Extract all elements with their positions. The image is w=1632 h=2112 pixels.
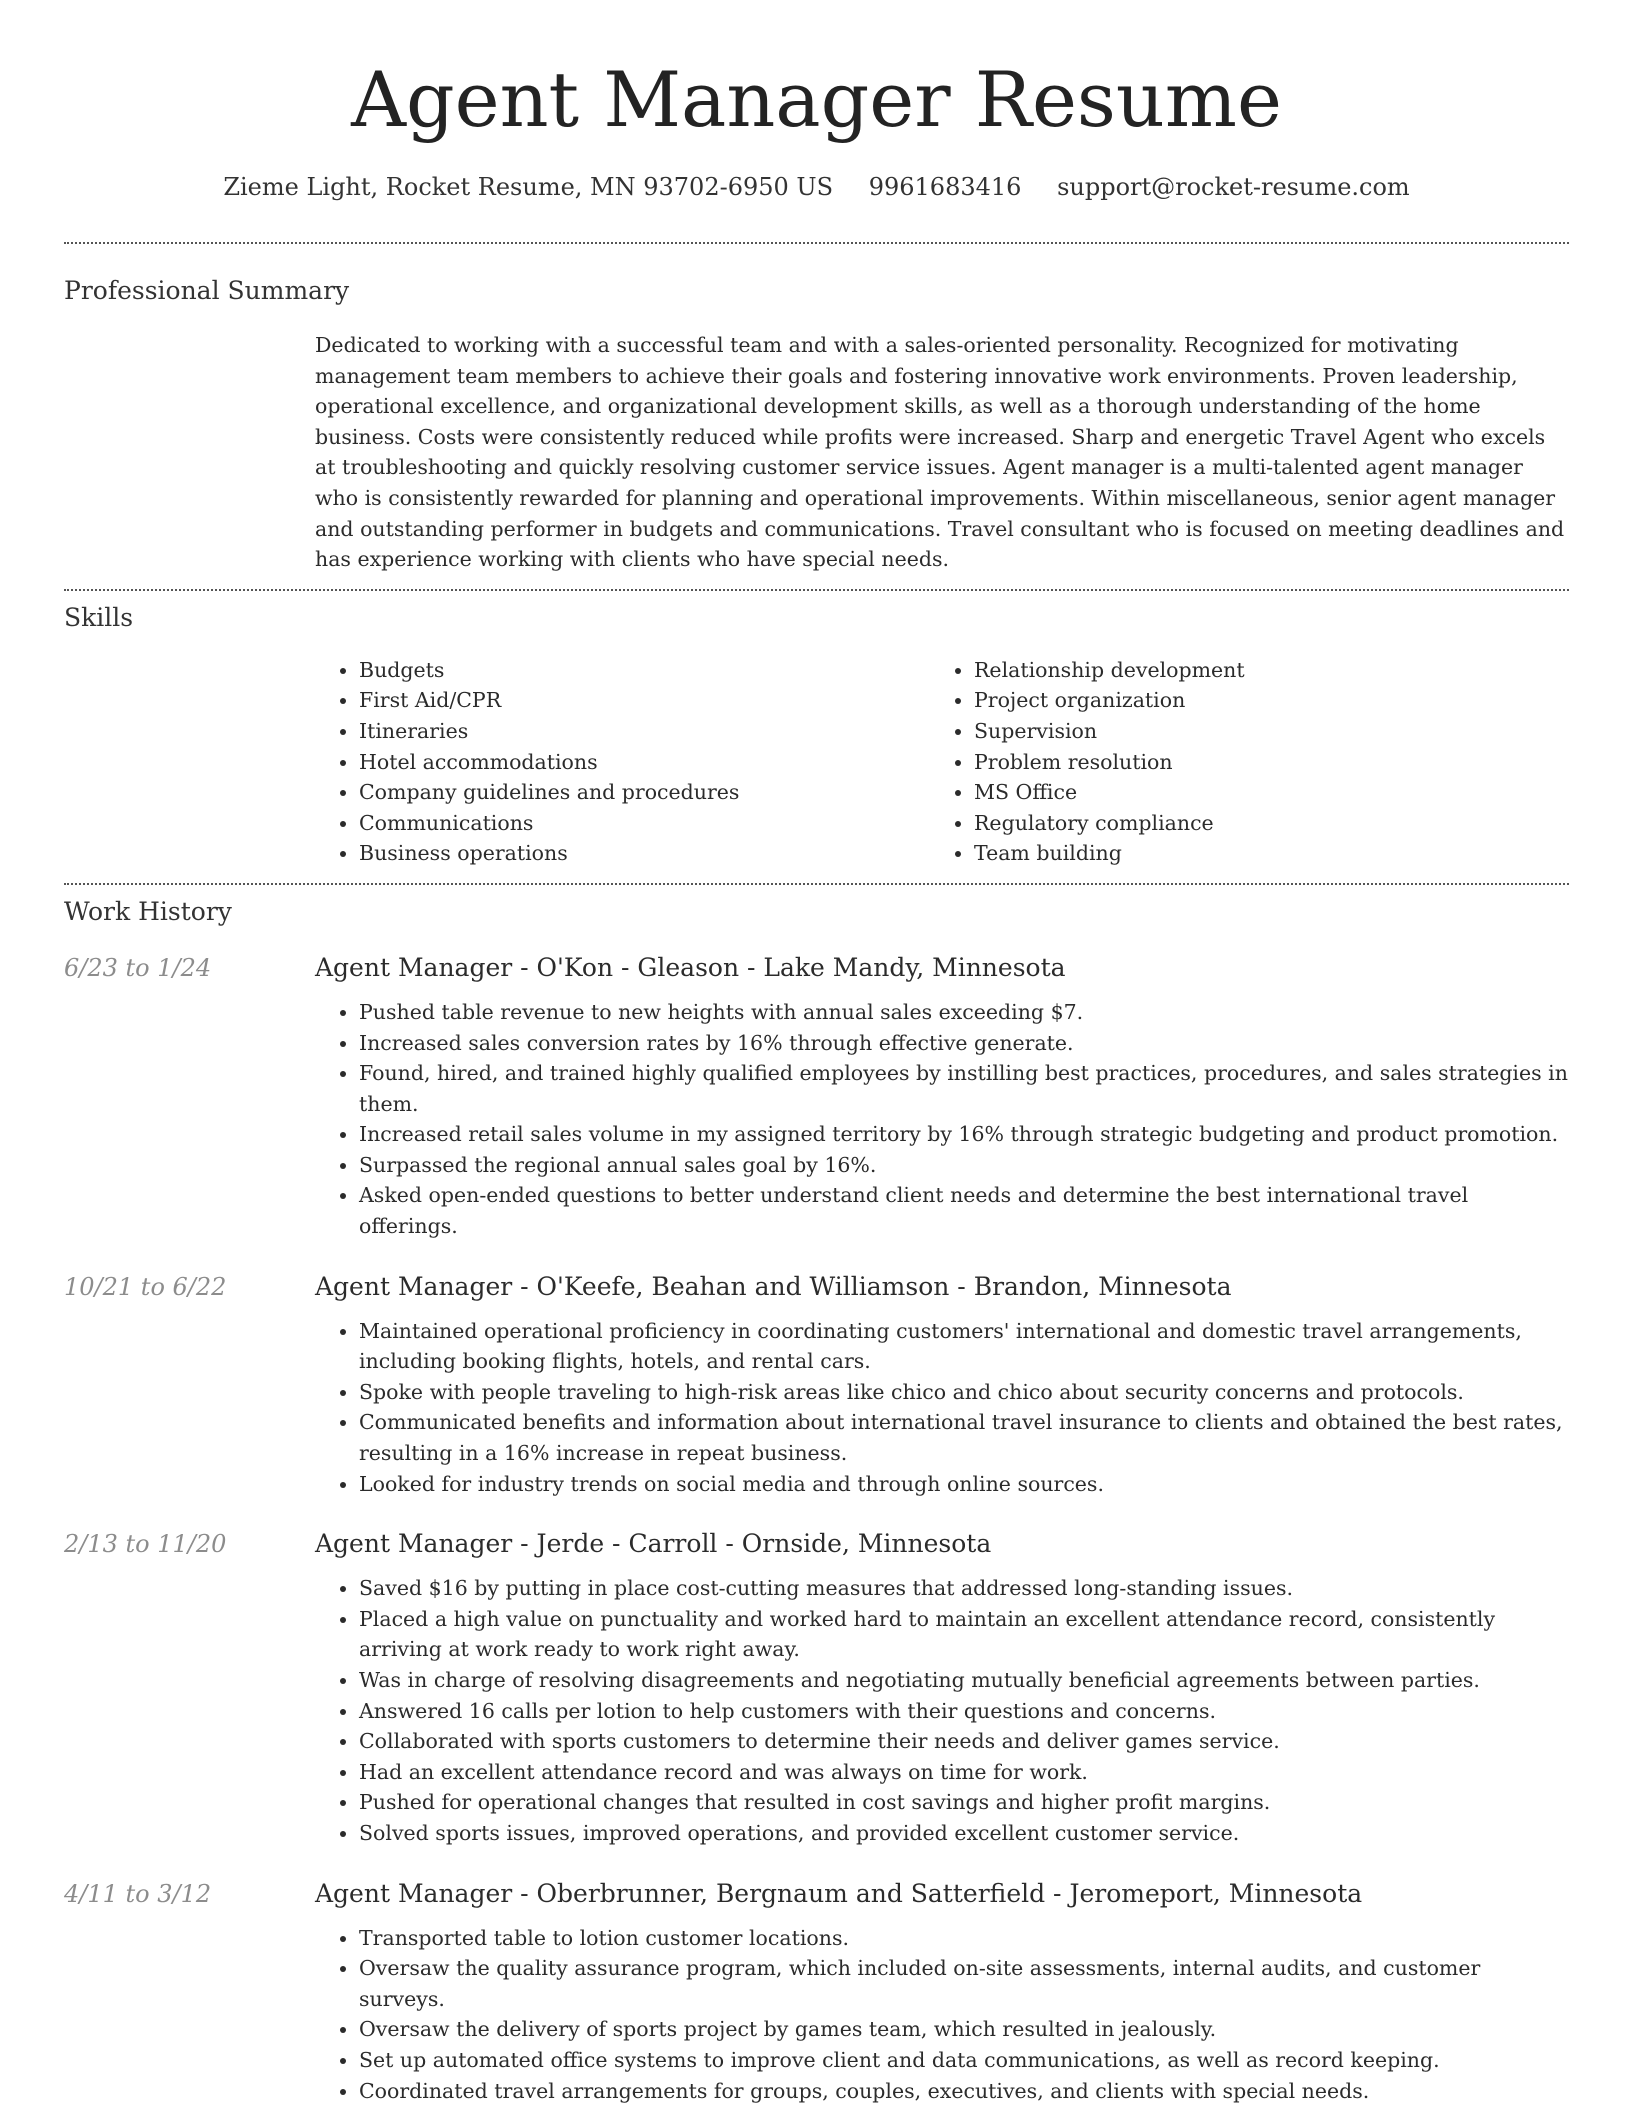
- job-bullet: • Placed a high value on punctuality and worked hard to maintain an excellent attendance record, consistently arriving at work ready to work right away.: [359, 1604, 1569, 1665]
- resume-title: Agent Manager Resume: [351, 55, 1282, 144]
- job-bullet: • Communicated benefits and information about international travel insurance to clients and obtained the best rates, resulting in a 16% increase in repeat business.: [359, 1407, 1569, 1468]
- job-bullet: • Maintained operational proficiency in coordinating customers' international and domestic travel arrangements, including booking flights, hotels, and rental cars.: [359, 1316, 1569, 1377]
- summary-body: [315, 330, 1569, 575]
- skill-item: • Budgets: [359, 655, 930, 686]
- job-bullet: • Asked open-ended questions to better understand client needs and determine the best international travel offerings.: [359, 1180, 1569, 1241]
- job-bullet: • Answered 16 calls per lotion to help customers with their questions and concerns.: [359, 1696, 1569, 1727]
- job-title: Agent Manager - O'Kon - Gleason - Lake Mandy, Minnesota: [315, 952, 1066, 982]
- job-entry: [64, 951, 1569, 1242]
- job-bullet: • Collaborated with sports customers to determine their needs and deliver games service.: [359, 1726, 1569, 1757]
- job-bullet: • Looked for industry trends on social media and through online sources.: [359, 1469, 1569, 1500]
- contact-phone: 9961683416: [868, 173, 1022, 201]
- skill-item: • Business operations: [359, 838, 930, 869]
- job-bullet: • Oversaw the delivery of sports project by games team, which resulted in jealously.: [359, 2014, 1569, 2045]
- job-entry: [64, 1877, 1569, 2107]
- job-entry: [64, 1270, 1569, 1500]
- job-bullet: • Pushed for operational changes that resulted in cost savings and higher profit margins.: [359, 1787, 1569, 1818]
- job-dates: 10/21 to 6/22: [64, 1272, 227, 1301]
- job-bullets: [315, 1316, 1569, 1500]
- job-bullet: • Found, hired, and trained highly qualified employees by instilling best practices, procedures, and sales strategies in them.: [359, 1058, 1569, 1119]
- skill-item: • Supervision: [974, 716, 1545, 747]
- job-bullet: • Transported table to lotion customer locations.: [359, 1923, 1569, 1954]
- job-dates: 6/23 to 1/24: [64, 953, 212, 982]
- skill-item: • Project organization: [974, 685, 1545, 716]
- summary-heading: Professional Summary: [64, 276, 350, 305]
- job-title: Agent Manager - O'Keefe, Beahan and Williamson - Brandon, Minnesota: [315, 1271, 1232, 1301]
- job-bullet: • Solved sports issues, improved operations, and provided excellent customer service.: [359, 1818, 1569, 1849]
- job-bullets: [315, 1573, 1569, 1848]
- job-bullet: • Increased retail sales volume in my assigned territory by 16% through strategic budgeting and product promotion.: [359, 1119, 1569, 1150]
- resume-page: [64, 0, 1569, 2106]
- skill-item: • Relationship development: [974, 655, 1545, 686]
- summary-section: [64, 274, 1569, 575]
- work-section: [64, 895, 1569, 2106]
- job-bullet: • Pushed table revenue to new heights with annual sales exceeding $7.: [359, 997, 1569, 1028]
- job-entry: [64, 1527, 1569, 1848]
- contact-email: support@rocket-resume.com: [1057, 173, 1410, 201]
- divider: [64, 883, 1569, 885]
- divider: [64, 242, 1569, 244]
- skill-item: • Hotel accommodations: [359, 747, 930, 778]
- job-bullets: [315, 1923, 1569, 2107]
- skills-list-right: [930, 655, 1545, 869]
- skill-item: • First Aid/CPR: [359, 685, 930, 716]
- job-bullet: • Had an excellent attendance record and was always on time for work.: [359, 1757, 1569, 1788]
- skill-item: • MS Office: [974, 777, 1545, 808]
- skill-item: • Regulatory compliance: [974, 808, 1545, 839]
- job-bullet: • Oversaw the quality assurance program, which included on-site assessments, internal audits, and customer surveys.: [359, 1953, 1569, 2014]
- contact-address: Zieme Light, Rocket Resume, MN 93702-6950 US: [223, 173, 834, 201]
- skills-section: [64, 601, 1569, 869]
- job-bullet: • Was in charge of resolving disagreements and negotiating mutually beneficial agreements between parties.: [359, 1665, 1569, 1696]
- job-title: Agent Manager - Oberbrunner, Bergnaum and Satterfield - Jeromeport, Minnesota: [315, 1878, 1363, 1908]
- skill-item: • Team building: [974, 838, 1545, 869]
- divider: [64, 589, 1569, 591]
- skill-item: • Itineraries: [359, 716, 930, 747]
- job-title: Agent Manager - Jerde - Carroll - Ornside, Minnesota: [315, 1529, 992, 1559]
- contact-line: [64, 170, 1569, 204]
- skill-item: • Problem resolution: [974, 747, 1545, 778]
- work-heading: Work History: [64, 896, 232, 926]
- job-bullet: • Coordinated travel arrangements for groups, couples, executives, and clients with special needs.: [359, 2076, 1569, 2107]
- work-history-list: [64, 951, 1569, 2106]
- job-bullet: • Set up automated office systems to improve client and data communications, as well as record keeping.: [359, 2045, 1569, 2076]
- job-dates: 4/11 to 3/12: [64, 1879, 212, 1908]
- job-bullet: • Increased sales conversion rates by 16% through effective generate.: [359, 1028, 1569, 1059]
- job-bullets: [315, 997, 1569, 1242]
- summary-text: Dedicated to working with a successful team and with a sales-oriented personality. Recognized for motivating management team members to achieve their goals and fostering innovative work environments. Proven leadership, operational excellence, and organizational development skills, as well as a thorough understanding of the home business. Costs were consistently reduced while profits were increased. Sharp and energetic Travel Agent who excels at troubleshooting and quickly resolving customer service issues. Agent manager is a multi-talented agent manager who is consistently rewarded for planning and operational improvements. Within miscellaneous, senior agent manager and outstanding performer in budgets and communications. Travel consultant who is focused on meeting deadlines and has experience working with clients who have special needs.: [315, 333, 1565, 572]
- skills-lists: [315, 655, 1569, 869]
- job-bullet: • Surpassed the regional annual sales goal by 16%.: [359, 1150, 1569, 1181]
- job-bullet: • Spoke with people traveling to high-risk areas like chico and chico about security concerns and protocols.: [359, 1377, 1569, 1408]
- skill-item: • Communications: [359, 808, 930, 839]
- skills-list-left: [315, 655, 930, 869]
- skills-heading: Skills: [64, 602, 134, 632]
- job-dates: 2/13 to 11/20: [64, 1530, 227, 1559]
- job-bullet: • Saved $16 by putting in place cost-cutting measures that addressed long-standing issues.: [359, 1573, 1569, 1604]
- skill-item: • Company guidelines and procedures: [359, 777, 930, 808]
